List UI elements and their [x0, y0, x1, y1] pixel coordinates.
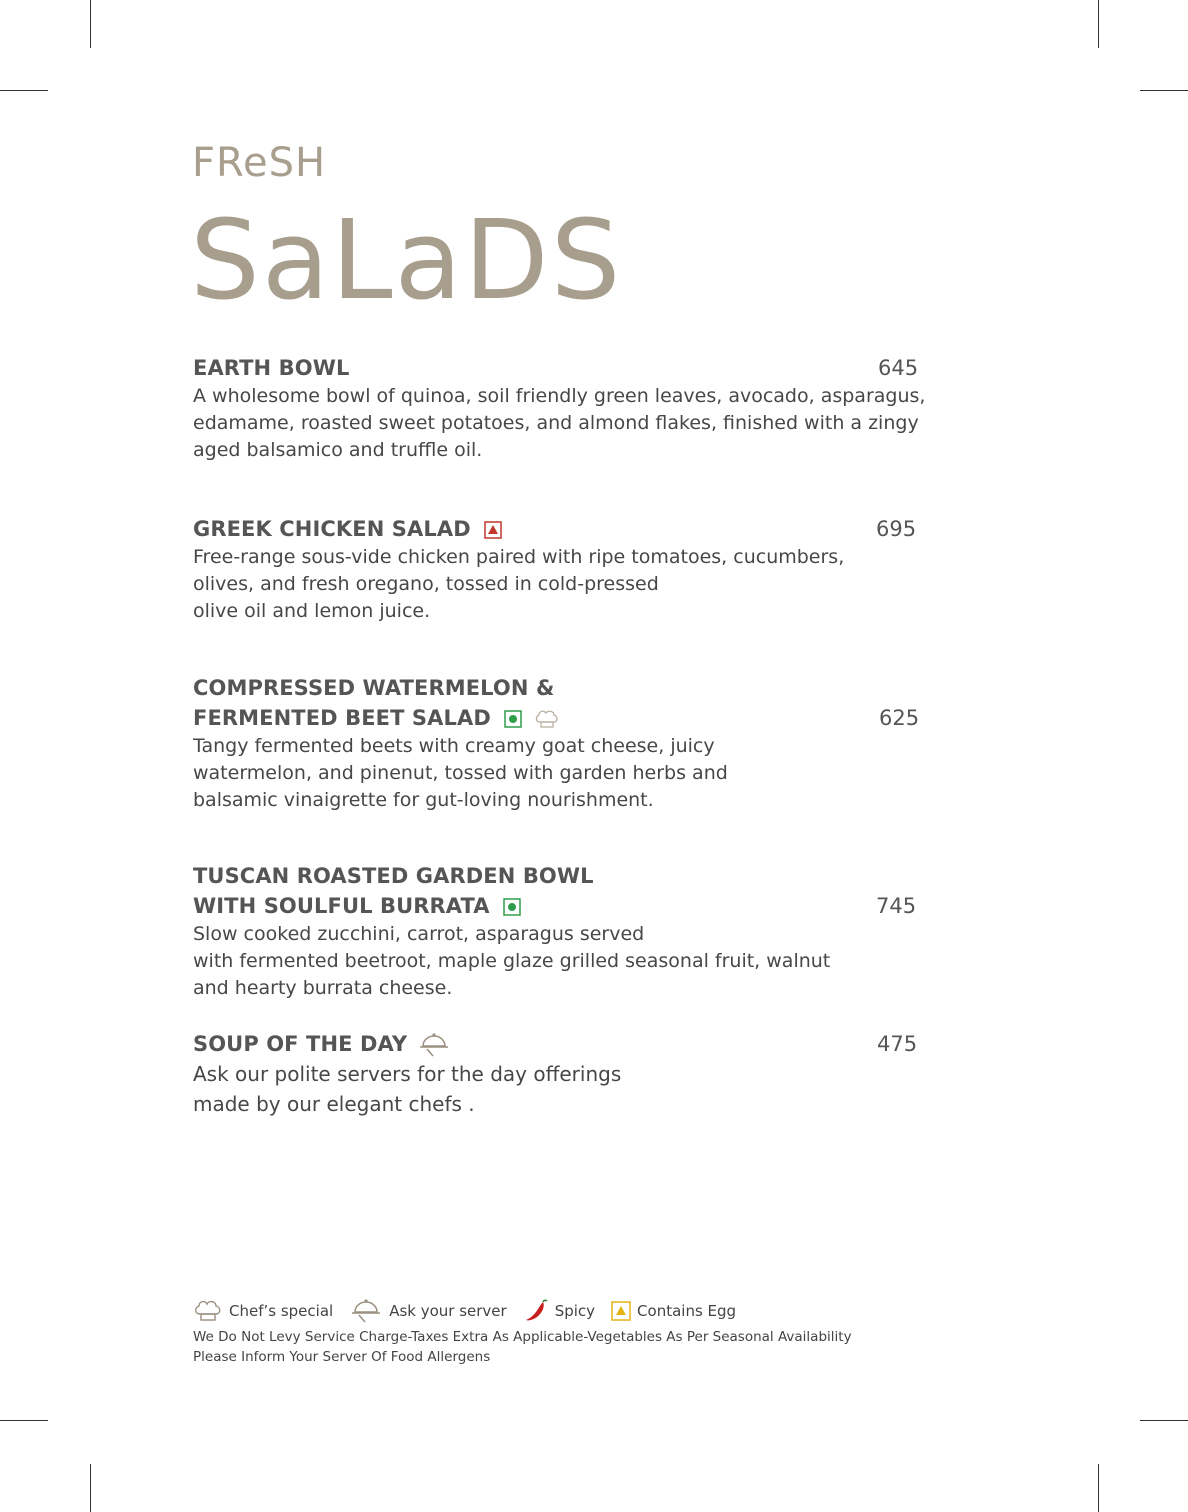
- legend-label: Ask your server: [389, 1302, 507, 1320]
- menu-item-earth-bowl: [193, 353, 953, 464]
- chef-hat-icon: [193, 1299, 223, 1323]
- item-name: EARTH BOWL: [193, 356, 350, 380]
- desc-line: edamame, roasted sweet potatoes, and almond flakes, finished with a zingy: [193, 412, 919, 434]
- legend: [193, 1298, 752, 1324]
- page-title: SaLaDS: [190, 196, 623, 324]
- chef-hat-icon: [534, 709, 560, 729]
- item-name-row: [193, 891, 953, 921]
- item-description: [193, 921, 953, 1002]
- item-description: [193, 383, 953, 464]
- crop-mark: [1140, 90, 1188, 91]
- item-name: COMPRESSED WATERMELON &: [193, 676, 555, 700]
- legend-chefs-special: [193, 1299, 333, 1323]
- desc-line: made by our elegant chefs .: [193, 1092, 475, 1116]
- menu-item-tuscan-garden-bowl: [193, 861, 953, 1002]
- note-line: We Do Not Levy Service Charge-Taxes Extra As Applicable-Vegetables As Per Seasonal Availability: [193, 1329, 852, 1345]
- section-kicker: FReSH: [192, 140, 327, 186]
- note-line: Please Inform Your Server Of Food Allergens: [193, 1349, 491, 1365]
- crop-mark: [0, 90, 48, 91]
- item-name: TUSCAN ROASTED GARDEN BOWL: [193, 864, 594, 888]
- item-description: [193, 733, 953, 814]
- desc-line: Slow cooked zucchini, carrot, asparagus served: [193, 923, 645, 945]
- desc-line: and hearty burrata cheese.: [193, 977, 453, 999]
- menu-item-watermelon-beet-salad: [193, 673, 953, 814]
- veg-icon: [504, 710, 522, 728]
- crop-mark: [90, 1464, 91, 1512]
- legend-label: Chef’s special: [229, 1302, 334, 1320]
- item-price: 625: [879, 706, 920, 730]
- item-price: 695: [876, 517, 917, 541]
- desc-line: with fermented beetroot, maple glaze grilled seasonal fruit, walnut: [193, 950, 831, 972]
- legend-label: Spicy: [554, 1302, 596, 1320]
- item-name-row: [193, 703, 953, 733]
- desc-line: Free-range sous-vide chicken paired with ripe tomatoes, cucumbers,: [193, 546, 845, 568]
- desc-line: balsamic vinaigrette for gut-loving nourishment.: [193, 789, 654, 811]
- legend-ask-server: [349, 1298, 507, 1324]
- desc-line: Ask our polite servers for the day offerings: [193, 1062, 622, 1086]
- crop-mark: [1140, 1420, 1188, 1421]
- egg-icon: [611, 1301, 631, 1321]
- legend-contains-egg: [611, 1301, 736, 1321]
- item-name-row: [193, 514, 953, 544]
- legend-label: Contains Egg: [637, 1302, 737, 1320]
- item-price: 645: [878, 356, 919, 380]
- desc-line: watermelon, and pinenut, tossed with garden herbs and: [193, 762, 728, 784]
- menu-item-greek-chicken-salad: [193, 514, 953, 625]
- crop-mark: [0, 1420, 48, 1421]
- legend-spicy: [523, 1298, 595, 1324]
- desc-line: A wholesome bowl of quinoa, soil friendly green leaves, avocado, asparagus,: [193, 385, 926, 407]
- item-price: 745: [876, 894, 917, 918]
- server-cloche-icon: [417, 1032, 451, 1058]
- item-description: [193, 1059, 953, 1119]
- item-price: 475: [877, 1032, 918, 1056]
- footer-notes: [193, 1327, 852, 1367]
- veg-icon: [503, 898, 521, 916]
- item-name-row: [193, 1029, 953, 1059]
- crop-mark: [90, 0, 91, 48]
- item-name: WITH SOULFUL BURRATA: [193, 894, 490, 918]
- desc-line: olives, and fresh oregano, tossed in cold-pressed: [193, 573, 659, 595]
- menu-item-soup-of-the-day: [193, 1029, 953, 1119]
- item-description: [193, 544, 953, 625]
- desc-line: olive oil and lemon juice.: [193, 600, 431, 622]
- crop-mark: [1098, 1464, 1099, 1512]
- item-name: GREEK CHICKEN SALAD: [193, 517, 471, 541]
- desc-line: aged balsamico and truffle oil.: [193, 439, 483, 461]
- server-cloche-icon: [349, 1298, 383, 1324]
- chili-icon: [523, 1298, 549, 1324]
- crop-mark: [1098, 0, 1099, 48]
- item-name: FERMENTED BEET SALAD: [193, 706, 491, 730]
- item-name: SOUP OF THE DAY: [193, 1032, 408, 1056]
- desc-line: Tangy fermented beets with creamy goat cheese, juicy: [193, 735, 715, 757]
- egg-icon: [484, 521, 502, 539]
